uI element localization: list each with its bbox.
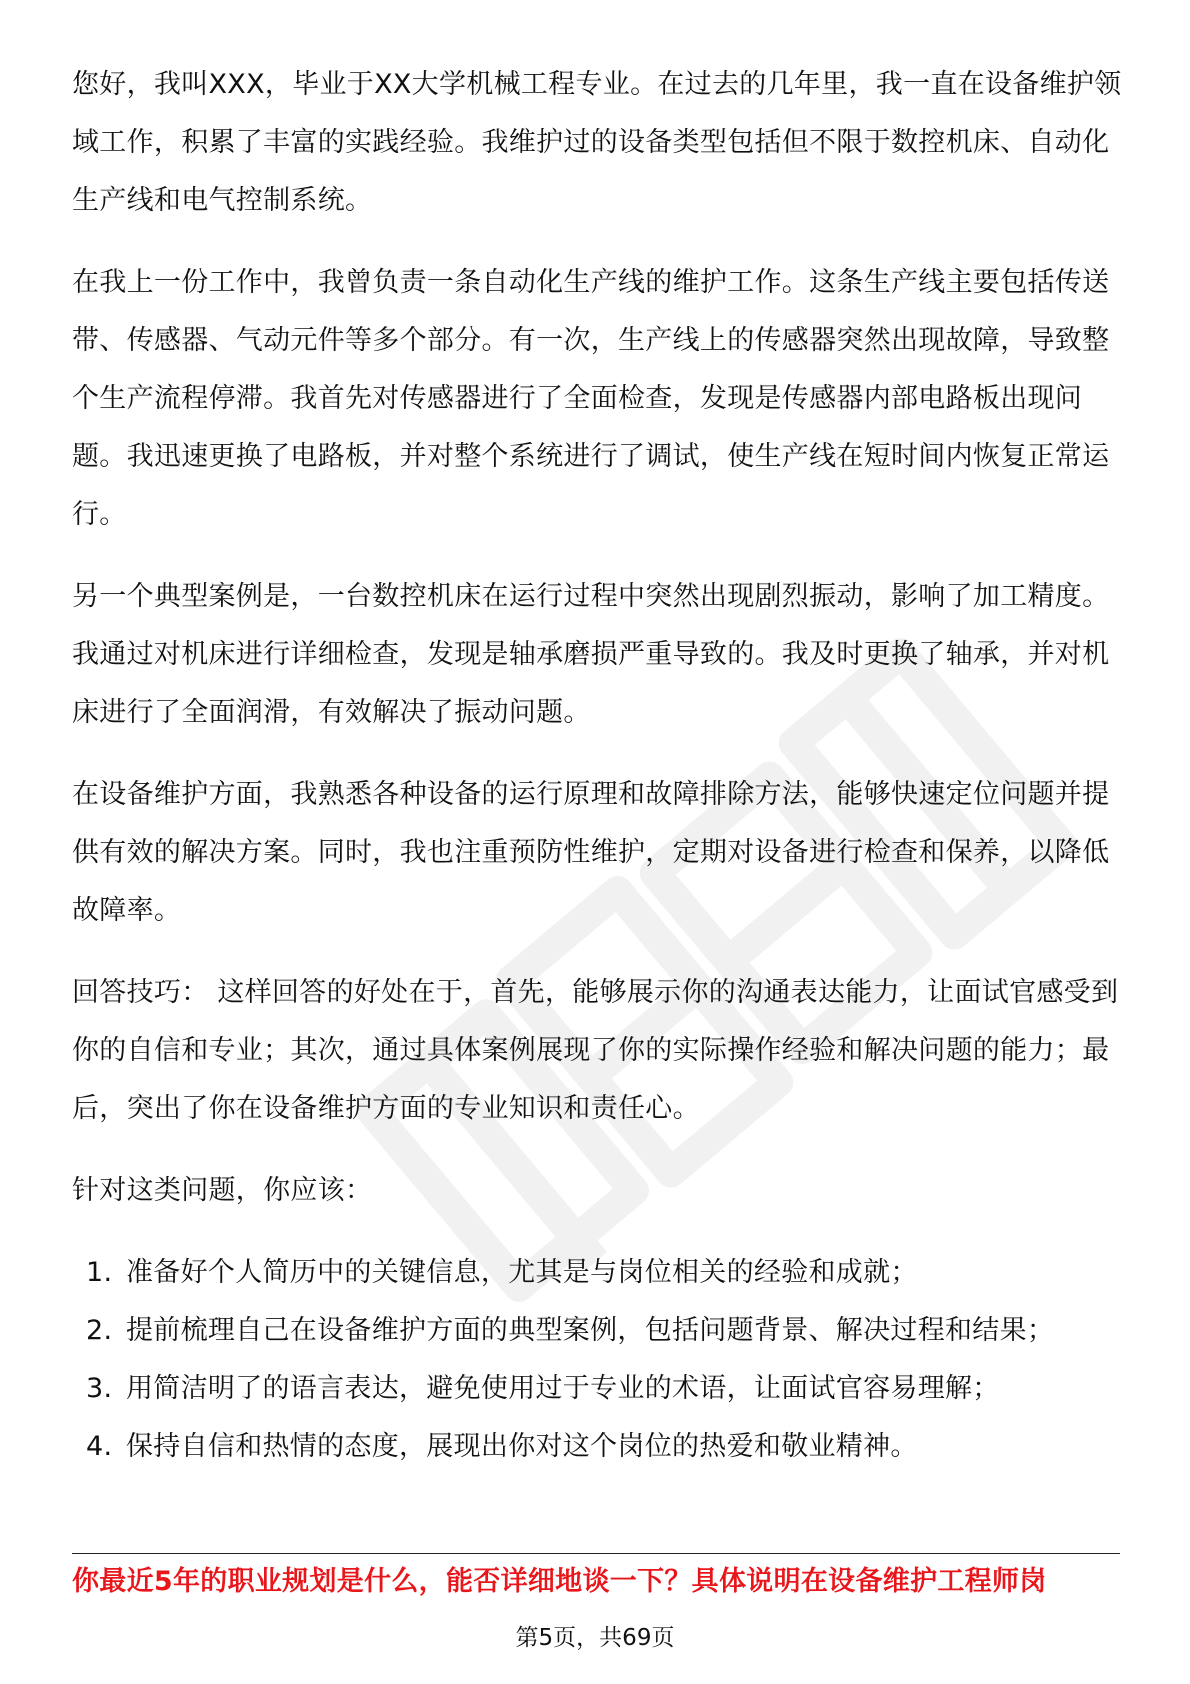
list-item — [86, 1418, 1122, 1476]
list-text: 用简洁明了的语言表达，避免使用过于专业的术语，让面试官容易理解； — [126, 1373, 1000, 1404]
list-text: 提前梳理自己在设备维护方面的典型案例，包括问题背景、解决过程和结果； — [126, 1315, 1055, 1346]
paragraph-case-cnc: 另一个典型案例是，一台数控机床在运行过程中突然出现剧烈振动，影响了加工精度。我通过对机床进行详细检查，发现是轴承磨损严重导致的。我及时更换了轴承，并对机床进行了全面润滑，有效解决了振动问题。 — [72, 581, 1110, 728]
advice-list — [72, 1244, 1122, 1476]
list-text: 保持自信和热情的态度，展现出你对这个岗位的热爱和敬业精神。 — [126, 1431, 918, 1462]
list-item — [86, 1360, 1122, 1418]
next-question-heading: 你最近5年的职业规划是什么，能否详细地谈一下？具体说明在设备维护工程师岗 — [72, 1566, 1047, 1597]
paragraph-advice-intro: 针对这类问题，你应该： — [72, 1175, 373, 1206]
page-footer: 第5页，共69页 — [515, 1625, 675, 1651]
paragraph-answer-tips: 回答技巧： 这样回答的好处在于，首先，能够展示你的沟通表达能力，让面试官感受到你的自信和专业；其次，通过具体案例展现了你的实际操作经验和解决问题的能力；最后，突出了你在设备维护方面的专业知识和责任心。 — [72, 977, 1119, 1124]
list-number: 4. — [86, 1431, 113, 1462]
list-number: 2. — [86, 1315, 113, 1346]
list-item — [86, 1244, 1122, 1302]
list-text: 准备好个人简历中的关键信息，尤其是与岗位相关的经验和成就； — [126, 1257, 918, 1288]
section-divider — [72, 1553, 1120, 1554]
main-content — [72, 56, 1122, 1476]
list-number: 1. — [86, 1257, 113, 1288]
paragraph-skills: 在设备维护方面，我熟悉各种设备的运行原理和故障排除方法，能够快速定位问题并提供有效的解决方案。同时，我也注重预防性维护，定期对设备进行检查和保养，以降低故障率。 — [72, 779, 1110, 926]
paragraph-case-production-line: 在我上一份工作中，我曾负责一条自动化生产线的维护工作。这条生产线主要包括传送带、传感器、气动元件等多个部分。有一次，生产线上的传感器突然出现故障，导致整个生产流程停滞。我首先对传感器进行了全面检查，发现是传感器内部电路板出现问题。我迅速更换了电路板，并对整个系统进行了调试，使生产线在短时间内恢复正常运行。 — [72, 267, 1110, 530]
paragraph-intro: 您好，我叫XXX，毕业于XX大学机械工程专业。在过去的几年里，我一直在设备维护领域工作，积累了丰富的实践经验。我维护过的设备类型包括但不限于数控机床、自动化生产线和电气控制系统。 — [72, 69, 1122, 216]
list-number: 3. — [86, 1373, 113, 1404]
list-item — [86, 1302, 1122, 1360]
